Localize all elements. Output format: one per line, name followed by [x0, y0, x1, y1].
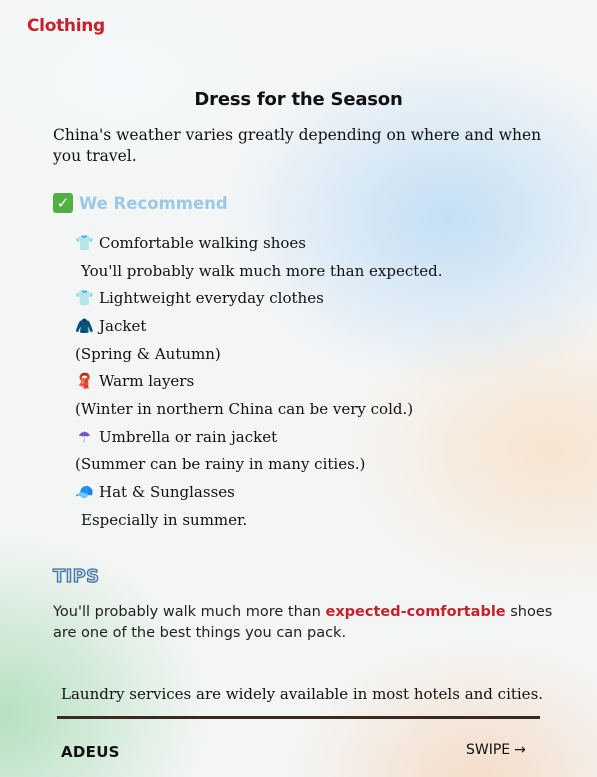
laundry-note: Laundry services are widely available in most hotels and cities. [61, 685, 544, 703]
swipe-label: SWIPE [466, 742, 511, 758]
list-item [75, 367, 575, 395]
t-shirt-icon: 👕 [75, 289, 94, 308]
list-item-label: Warm layers [99, 372, 195, 391]
tips-text-before: You'll probably walk much more than [53, 604, 326, 620]
list-item-label: Umbrella or rain jacket [99, 427, 278, 446]
tips-text-after: shoes are one of the best things you can pack. [53, 604, 553, 641]
list-item-note: (Summer can be rainy in many cities.) [75, 455, 366, 474]
cap-icon: 🧢 [75, 483, 94, 502]
coat-icon: 🧥 [75, 316, 94, 335]
list-item [75, 284, 575, 312]
recommend-heading-label: We Recommend [79, 193, 228, 213]
list-item-note: You'll probably walk much more than expected. [81, 261, 443, 280]
list-item [75, 229, 575, 257]
category-label: Clothing [27, 16, 105, 36]
scarf-icon: 🧣 [75, 372, 94, 391]
list-item [75, 423, 575, 451]
intro-text: China's weather varies greatly depending on where and when you travel. [53, 126, 542, 165]
umbrella-icon: ☂ [77, 427, 92, 446]
list-item-label: Comfortable walking shoes [99, 233, 306, 252]
list-item [75, 478, 575, 506]
list-item [75, 312, 575, 340]
list-item-label: Lightweight everyday clothes [99, 289, 324, 308]
arrow-right-icon: → [514, 742, 526, 758]
t-shirt-icon: 👕 [75, 233, 94, 252]
tips-text [53, 602, 573, 644]
tips-heading: TIPS [53, 566, 100, 587]
recommend-heading [53, 193, 228, 213]
brand-logo: ADEUS [61, 743, 120, 761]
page-title: Dress for the Season [194, 89, 403, 110]
tips-highlight: expected-comfortable [325, 604, 506, 620]
recommend-list [75, 229, 575, 534]
list-item-note: Especially in summer. [81, 510, 248, 529]
list-item-note: (Spring & Autumn) [75, 344, 221, 363]
list-item-label: Hat & Sunglasses [99, 483, 235, 502]
check-mark-icon: ✓ [53, 193, 73, 213]
list-item-note: (Winter in northern China can be very cold.) [75, 399, 414, 418]
list-item-label: Jacket [99, 316, 147, 335]
swipe-button[interactable] [466, 742, 526, 758]
divider [57, 716, 540, 719]
